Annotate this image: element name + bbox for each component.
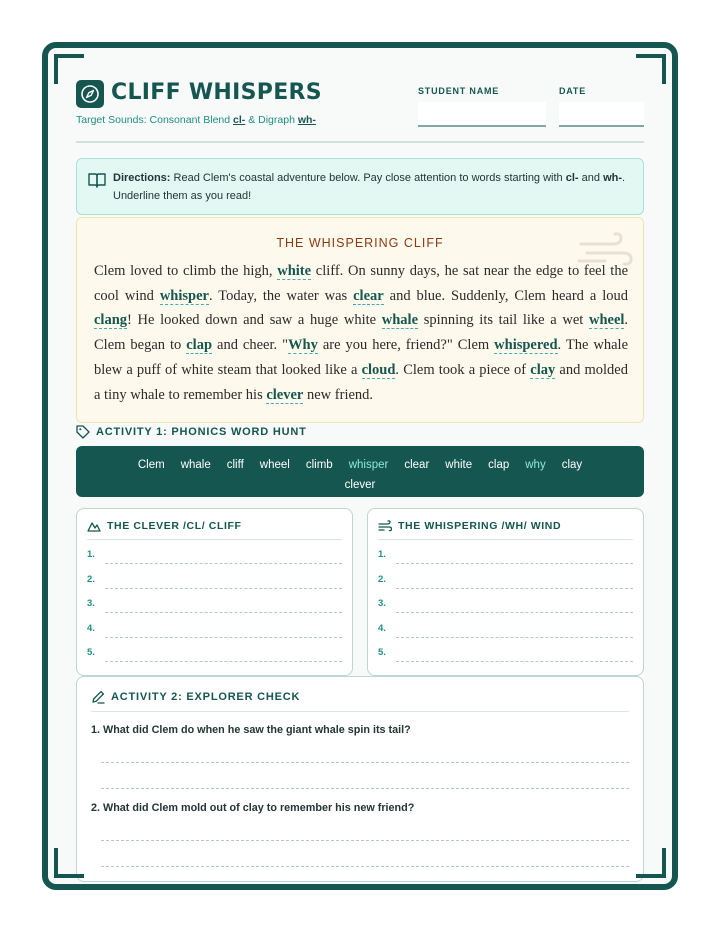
worksheet-header (76, 76, 644, 143)
answer-line[interactable] (378, 548, 633, 564)
directions-box (76, 158, 644, 215)
answer-line[interactable] (378, 646, 633, 662)
mountain-icon (87, 520, 101, 532)
wh-column (367, 508, 644, 676)
word-bank-word: Clem (137, 459, 165, 471)
write-line[interactable] (396, 637, 633, 638)
cl-column (76, 508, 353, 676)
write-line[interactable] (105, 563, 342, 564)
word-bank-row (76, 455, 644, 475)
answer-line-2b[interactable] (101, 866, 629, 867)
target-word: cloud (361, 361, 396, 378)
target-sounds (76, 114, 316, 126)
activity1-heading (76, 425, 307, 439)
word-bank-word: whisper (348, 459, 389, 471)
date-field[interactable] (559, 102, 644, 127)
directions-digraph: wh- (603, 172, 623, 184)
directions-text: Read Clem's coastal adventure below. Pay close attention to words starting with (173, 172, 563, 184)
answer-line[interactable] (378, 597, 633, 613)
subtitle-mid: & Digraph (248, 114, 295, 126)
target-word: clay (530, 361, 556, 378)
answer-line[interactable] (87, 646, 342, 662)
line-number: 2. (378, 573, 386, 585)
word-bank-word: whale (180, 459, 211, 471)
directions-lead: Directions: (113, 172, 171, 184)
answer-line[interactable] (87, 548, 342, 564)
story-title: THE WHISPERING CLIFF (276, 236, 444, 250)
line-number: 1. (87, 549, 95, 560)
activity2-heading (91, 690, 300, 704)
answer-line[interactable] (87, 573, 342, 589)
page-title: CLIFF WHISPERS (111, 80, 322, 105)
line-number: 3. (87, 598, 95, 609)
story-text: Clem loved to climb the high, white cliff. On sunny days, he sat near the edge to feel the cool wind whisper. Today, the water was clear and blue. Suddenly, Clem heard a loud clang! He looked down and saw a huge white whale spinning its tail like a wet wheel. Clem began to clap and cheer. "Why are you here, friend?" Clem whispered. The whale blew a puff of white steam that looked like a cloud. Clem took a piece of clay and molded a tiny whale to remember his clever new friend. (94, 263, 629, 403)
write-line[interactable] (396, 588, 633, 589)
frame-corner (54, 54, 84, 84)
word-bank-word: clear (404, 459, 430, 471)
answer-line[interactable] (87, 622, 342, 638)
activity2-title: ACTIVITY 2: EXPLORER CHECK (111, 691, 301, 703)
target-word: whale (381, 312, 419, 329)
pencil-icon (91, 690, 105, 704)
target-word: clap (186, 337, 213, 354)
answer-line[interactable] (87, 597, 342, 613)
frame-corner (636, 54, 666, 84)
frame-corner (54, 848, 84, 878)
cl-title: THE CLEVER /CL/ CLIFF (107, 520, 242, 532)
divider (91, 711, 629, 712)
question-2: 2. What did Clem mold out of clay to remember his new friend? (91, 802, 415, 814)
divider (378, 539, 633, 540)
worksheet-content (76, 76, 644, 814)
write-line[interactable] (396, 563, 633, 564)
answer-line[interactable] (378, 573, 633, 589)
date-label: DATE (559, 86, 587, 96)
line-number: 4. (87, 622, 95, 634)
word-bank-word: cliff (226, 459, 244, 471)
target-word: clang (94, 312, 128, 329)
line-number: 5. (378, 647, 386, 658)
word-bank-row (76, 475, 644, 495)
target-word: clear (353, 287, 384, 304)
book-icon (88, 172, 106, 194)
compass-icon (76, 80, 104, 108)
write-line[interactable] (105, 612, 342, 613)
word-bank-word: wheel (259, 459, 290, 471)
write-line[interactable] (105, 637, 342, 638)
write-line[interactable] (105, 661, 342, 662)
word-bank-word: clever (344, 479, 376, 491)
word-bank-word: why (525, 459, 546, 471)
story-card (76, 217, 644, 423)
line-number: 4. (378, 622, 386, 634)
subtitle-prefix: Target Sounds: Consonant Blend (76, 114, 231, 126)
activity2-card (76, 676, 644, 882)
answer-line-1a[interactable] (101, 762, 629, 763)
question-1: 1. What did Clem do when he saw the giant whale spin its tail? (91, 724, 411, 736)
target-word: wheel (588, 312, 625, 329)
student-name-field[interactable] (418, 102, 546, 127)
line-number: 5. (87, 647, 95, 658)
cl-column-title (87, 520, 242, 532)
answer-line[interactable] (378, 622, 633, 638)
word-bank (76, 446, 644, 497)
target-word: whisper (159, 287, 209, 304)
target-word: white (277, 263, 312, 279)
write-line[interactable] (105, 588, 342, 589)
word-bank-word: clay (561, 459, 583, 471)
digraph-label: wh- (297, 114, 316, 126)
line-number: 2. (87, 573, 95, 585)
line-number: 1. (378, 549, 386, 560)
directions-end: . Underline them as you read! (113, 172, 626, 202)
target-word: whispered (494, 337, 558, 354)
word-bank-word: white (445, 459, 473, 471)
directions-and: and (581, 172, 600, 184)
tag-icon (76, 425, 90, 439)
frame-corner (636, 848, 666, 878)
worksheet-page (42, 42, 678, 890)
target-word: Why (288, 337, 318, 354)
wh-title: THE WHISPERING /WH/ WIND (398, 520, 562, 532)
wh-column-title (378, 520, 561, 532)
blend-label: cl- (233, 114, 246, 126)
student-name-label: STUDENT NAME (418, 86, 500, 96)
word-bank-word: climb (305, 459, 333, 471)
word-bank-word: clap (488, 459, 510, 471)
write-line[interactable] (396, 661, 633, 662)
wind-icon (378, 520, 392, 532)
line-number: 3. (378, 598, 386, 609)
activity1-title: ACTIVITY 1: PHONICS WORD HUNT (96, 426, 307, 438)
answer-line-2a[interactable] (101, 840, 629, 841)
target-word: clever (266, 386, 304, 403)
write-line[interactable] (396, 612, 633, 613)
answer-line-1b[interactable] (101, 788, 629, 789)
directions-blend: cl- (565, 172, 579, 184)
divider (87, 539, 342, 540)
